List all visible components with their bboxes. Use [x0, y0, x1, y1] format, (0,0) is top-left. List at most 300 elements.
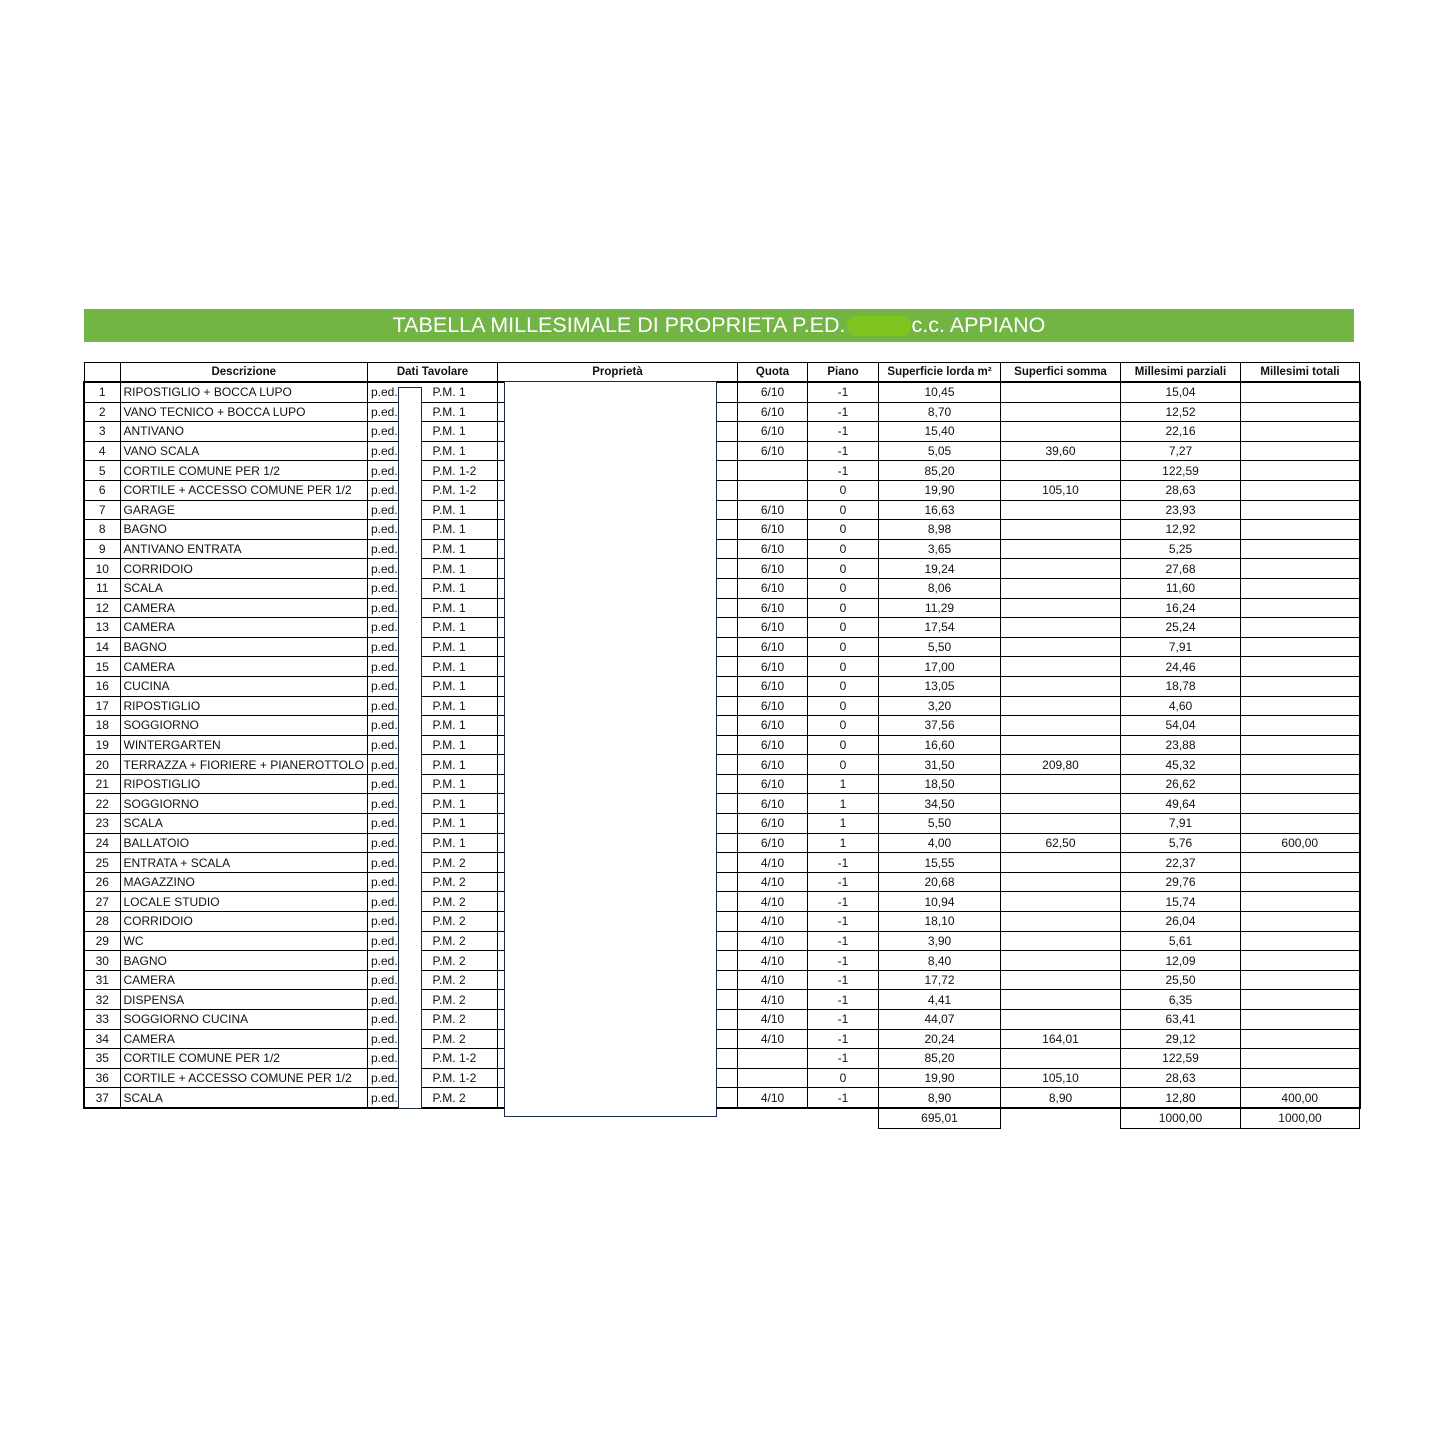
row-somma: [1001, 461, 1121, 481]
row-ped: p.ed.: [368, 637, 404, 657]
row-millesimi-parziali: 4,60: [1121, 696, 1241, 716]
row-somma: [1001, 598, 1121, 618]
row-descrizione: CAMERA: [120, 970, 368, 990]
row-somma: [1001, 422, 1121, 442]
row-pm: P.M. 2: [430, 912, 498, 932]
row-pm: P.M. 1: [430, 833, 498, 853]
row-number: 7: [84, 500, 120, 520]
row-descrizione: BAGNO: [120, 637, 368, 657]
row-piano: -1: [808, 402, 879, 422]
table-row: [84, 912, 1360, 932]
row-number: 36: [84, 1068, 120, 1088]
row-somma: [1001, 912, 1121, 932]
row-pm: P.M. 2: [430, 892, 498, 912]
row-somma: [1001, 559, 1121, 579]
row-ped: p.ed.: [368, 696, 404, 716]
row-quota: 6/10: [738, 598, 808, 618]
row-descrizione: VANO TECNICO + BOCCA LUPO: [120, 402, 368, 422]
row-millesimi-totali: [1241, 480, 1360, 500]
row-superficie: 15,55: [879, 853, 1001, 873]
row-superficie: 15,40: [879, 422, 1001, 442]
total-superficie-lorda: 695,01: [879, 1108, 1001, 1128]
row-millesimi-totali: [1241, 441, 1360, 461]
row-superficie: 13,05: [879, 676, 1001, 696]
row-pm: P.M. 1: [430, 598, 498, 618]
row-pm: P.M. 1: [430, 382, 498, 402]
row-ped: p.ed.: [368, 618, 404, 638]
row-piano: -1: [808, 931, 879, 951]
row-piano: 0: [808, 637, 879, 657]
row-quota: 4/10: [738, 951, 808, 971]
row-ped: p.ed.: [368, 480, 404, 500]
row-quota: [738, 480, 808, 500]
row-descrizione: CUCINA: [120, 676, 368, 696]
row-somma: [1001, 872, 1121, 892]
row-descrizione: CAMERA: [120, 1029, 368, 1049]
row-ped: p.ed.: [368, 794, 404, 814]
table-row: [84, 951, 1360, 971]
row-somma: [1001, 931, 1121, 951]
row-somma: [1001, 382, 1121, 402]
row-somma: [1001, 1049, 1121, 1069]
title-right: c.c. APPIANO: [911, 313, 1046, 337]
row-ped: p.ed.: [368, 578, 404, 598]
row-piano: -1: [808, 382, 879, 402]
row-ped: p.ed.: [368, 382, 404, 402]
row-millesimi-totali: 600,00: [1241, 833, 1360, 853]
row-millesimi-totali: [1241, 676, 1360, 696]
row-superficie: 20,24: [879, 1029, 1001, 1049]
row-descrizione: LOCALE STUDIO: [120, 892, 368, 912]
row-pm: P.M. 1: [430, 657, 498, 677]
row-superficie: 19,90: [879, 1068, 1001, 1088]
row-millesimi-parziali: 29,12: [1121, 1029, 1241, 1049]
row-number: 33: [84, 1010, 120, 1030]
row-number: 16: [84, 676, 120, 696]
row-millesimi-parziali: 26,04: [1121, 912, 1241, 932]
row-millesimi-totali: [1241, 461, 1360, 481]
row-piano: 0: [808, 598, 879, 618]
row-number: 17: [84, 696, 120, 716]
row-superficie: 4,00: [879, 833, 1001, 853]
row-number: 2: [84, 402, 120, 422]
row-piano: -1: [808, 951, 879, 971]
row-pm: P.M. 1-2: [430, 1068, 498, 1088]
row-pm: P.M. 1-2: [430, 480, 498, 500]
row-piano: 0: [808, 520, 879, 540]
row-pm: P.M. 1: [430, 716, 498, 736]
row-millesimi-totali: [1241, 872, 1360, 892]
row-millesimi-totali: [1241, 892, 1360, 912]
table-row: [84, 853, 1360, 873]
row-quota: 4/10: [738, 990, 808, 1010]
title-banner: [84, 309, 1354, 342]
row-pm: P.M. 1: [430, 500, 498, 520]
row-somma: [1001, 520, 1121, 540]
row-somma: [1001, 716, 1121, 736]
row-superficie: 31,50: [879, 755, 1001, 775]
row-millesimi-parziali: 22,16: [1121, 422, 1241, 442]
row-somma: 209,80: [1001, 755, 1121, 775]
row-descrizione: SCALA: [120, 1088, 368, 1108]
row-millesimi-parziali: 28,63: [1121, 1068, 1241, 1088]
row-quota: 6/10: [738, 520, 808, 540]
row-superficie: 8,06: [879, 578, 1001, 598]
row-pm: P.M. 2: [430, 872, 498, 892]
row-piano: 0: [808, 480, 879, 500]
row-ped: p.ed.: [368, 1029, 404, 1049]
table-row: [84, 833, 1360, 853]
row-millesimi-totali: [1241, 716, 1360, 736]
table-row: [84, 598, 1360, 618]
row-ped: p.ed.: [368, 853, 404, 873]
row-millesimi-parziali: 28,63: [1121, 480, 1241, 500]
row-pm: P.M. 1: [430, 441, 498, 461]
row-quota: 6/10: [738, 794, 808, 814]
row-descrizione: BAGNO: [120, 951, 368, 971]
row-millesimi-totali: [1241, 520, 1360, 540]
table-row: [84, 755, 1360, 775]
row-superficie: 10,45: [879, 382, 1001, 402]
row-piano: 0: [808, 500, 879, 520]
header-millesimi-parziali: Millesimi parziali: [1121, 363, 1241, 383]
row-number: 29: [84, 931, 120, 951]
row-descrizione: DISPENSA: [120, 990, 368, 1010]
row-piano: 0: [808, 735, 879, 755]
row-descrizione: CAMERA: [120, 618, 368, 638]
row-descrizione: CORTILE COMUNE PER 1/2: [120, 461, 368, 481]
table-row: [84, 539, 1360, 559]
row-ped: p.ed.: [368, 892, 404, 912]
table-row: [84, 872, 1360, 892]
row-ped: p.ed.: [368, 422, 404, 442]
row-piano: -1: [808, 422, 879, 442]
table-row: [84, 735, 1360, 755]
row-millesimi-parziali: 5,76: [1121, 833, 1241, 853]
row-descrizione: TERRAZZA + FIORIERE + PIANEROTTOLO: [120, 755, 368, 775]
row-millesimi-totali: [1241, 500, 1360, 520]
row-descrizione: CAMERA: [120, 598, 368, 618]
row-superficie: 37,56: [879, 716, 1001, 736]
row-millesimi-parziali: 12,92: [1121, 520, 1241, 540]
row-quota: [738, 1068, 808, 1088]
row-millesimi-totali: [1241, 657, 1360, 677]
row-quota: 4/10: [738, 853, 808, 873]
row-descrizione: GARAGE: [120, 500, 368, 520]
row-millesimi-parziali: 7,27: [1121, 441, 1241, 461]
row-quota: 4/10: [738, 1010, 808, 1030]
row-number: 19: [84, 735, 120, 755]
row-pm: P.M. 2: [430, 951, 498, 971]
row-superficie: 8,90: [879, 1088, 1001, 1108]
row-millesimi-parziali: 54,04: [1121, 716, 1241, 736]
row-superficie: 44,07: [879, 1010, 1001, 1030]
table-row: [84, 520, 1360, 540]
row-piano: 0: [808, 696, 879, 716]
row-millesimi-totali: [1241, 990, 1360, 1010]
row-pm: P.M. 1: [430, 676, 498, 696]
row-ped: p.ed.: [368, 774, 404, 794]
row-millesimi-parziali: 16,24: [1121, 598, 1241, 618]
row-number: 32: [84, 990, 120, 1010]
row-number: 11: [84, 578, 120, 598]
row-quota: 6/10: [738, 441, 808, 461]
row-piano: -1: [808, 990, 879, 1010]
row-piano: -1: [808, 970, 879, 990]
row-superficie: 19,90: [879, 480, 1001, 500]
table-row: [84, 990, 1360, 1010]
row-millesimi-totali: [1241, 422, 1360, 442]
table-row: [84, 1068, 1360, 1088]
row-descrizione: WINTERGARTEN: [120, 735, 368, 755]
row-millesimi-totali: [1241, 1010, 1360, 1030]
row-descrizione: ANTIVANO: [120, 422, 368, 442]
row-piano: 0: [808, 618, 879, 638]
row-millesimi-totali: [1241, 618, 1360, 638]
row-pm: P.M. 2: [430, 1010, 498, 1030]
row-superficie: 16,60: [879, 735, 1001, 755]
row-millesimi-parziali: 18,78: [1121, 676, 1241, 696]
row-millesimi-totali: [1241, 735, 1360, 755]
row-millesimi-totali: [1241, 1049, 1360, 1069]
tavolare-redaction-box: [398, 387, 422, 1109]
row-pm: P.M. 1-2: [430, 461, 498, 481]
row-descrizione: RIPOSTIGLIO: [120, 696, 368, 716]
row-pm: P.M. 2: [430, 990, 498, 1010]
row-somma: [1001, 539, 1121, 559]
row-number: 15: [84, 657, 120, 677]
total-millesimi-parziali: 1000,00: [1121, 1108, 1241, 1128]
row-superficie: 18,10: [879, 912, 1001, 932]
row-superficie: 3,90: [879, 931, 1001, 951]
row-number: 13: [84, 618, 120, 638]
row-somma: 62,50: [1001, 833, 1121, 853]
row-millesimi-totali: [1241, 598, 1360, 618]
row-descrizione: MAGAZZINO: [120, 872, 368, 892]
row-ped: p.ed.: [368, 676, 404, 696]
row-pm: P.M. 2: [430, 1088, 498, 1108]
row-millesimi-totali: [1241, 578, 1360, 598]
row-somma: [1001, 402, 1121, 422]
row-millesimi-totali: [1241, 696, 1360, 716]
row-ped: p.ed.: [368, 559, 404, 579]
row-ped: p.ed.: [368, 814, 404, 834]
row-ped: p.ed.: [368, 402, 404, 422]
row-ped: p.ed.: [368, 951, 404, 971]
header-superficie-lorda: Superficie lorda m²: [879, 363, 1001, 383]
row-piano: -1: [808, 872, 879, 892]
row-number: 12: [84, 598, 120, 618]
row-piano: 0: [808, 716, 879, 736]
row-ped: p.ed.: [368, 500, 404, 520]
table-row: [84, 441, 1360, 461]
row-millesimi-parziali: 23,88: [1121, 735, 1241, 755]
row-millesimi-parziali: 6,35: [1121, 990, 1241, 1010]
row-pm: P.M. 1-2: [430, 1049, 498, 1069]
row-millesimi-parziali: 12,52: [1121, 402, 1241, 422]
table-title: [393, 313, 1046, 338]
header-row: [84, 363, 1360, 383]
table-row: [84, 892, 1360, 912]
row-millesimi-parziali: 49,64: [1121, 794, 1241, 814]
row-piano: 0: [808, 578, 879, 598]
row-millesimi-totali: [1241, 814, 1360, 834]
table-row: [84, 696, 1360, 716]
row-quota: 6/10: [738, 696, 808, 716]
row-descrizione: CORRIDOIO: [120, 912, 368, 932]
row-superficie: 5,05: [879, 441, 1001, 461]
row-quota: 6/10: [738, 716, 808, 736]
row-descrizione: CORTILE + ACCESSO COMUNE PER 1/2: [120, 1068, 368, 1088]
row-number: 14: [84, 637, 120, 657]
row-descrizione: BALLATOIO: [120, 833, 368, 853]
row-descrizione: ANTIVANO ENTRATA: [120, 539, 368, 559]
header-descrizione: Descrizione: [120, 363, 368, 383]
table-row: [84, 402, 1360, 422]
row-descrizione: WC: [120, 931, 368, 951]
row-millesimi-totali: [1241, 402, 1360, 422]
row-pm: P.M. 2: [430, 931, 498, 951]
row-quota: 6/10: [738, 657, 808, 677]
row-millesimi-parziali: 5,25: [1121, 539, 1241, 559]
row-somma: [1001, 853, 1121, 873]
row-ped: p.ed.: [368, 912, 404, 932]
row-number: 4: [84, 441, 120, 461]
row-piano: 1: [808, 794, 879, 814]
row-number: 1: [84, 382, 120, 402]
row-number: 5: [84, 461, 120, 481]
row-quota: 6/10: [738, 402, 808, 422]
table-row: [84, 814, 1360, 834]
row-descrizione: CAMERA: [120, 657, 368, 677]
row-somma: [1001, 892, 1121, 912]
row-number: 23: [84, 814, 120, 834]
table-row: [84, 480, 1360, 500]
row-millesimi-parziali: 5,61: [1121, 931, 1241, 951]
row-superficie: 85,20: [879, 1049, 1001, 1069]
row-number: 28: [84, 912, 120, 932]
row-pm: P.M. 1: [430, 520, 498, 540]
row-millesimi-parziali: 11,60: [1121, 578, 1241, 598]
row-somma: 39,60: [1001, 441, 1121, 461]
header-superfici-somma: Superfici somma: [1001, 363, 1121, 383]
table-row: [84, 637, 1360, 657]
row-piano: -1: [808, 853, 879, 873]
row-pm: P.M. 1: [430, 735, 498, 755]
row-number: 31: [84, 970, 120, 990]
row-millesimi-totali: [1241, 637, 1360, 657]
row-quota: 6/10: [738, 382, 808, 402]
row-quota: 4/10: [738, 912, 808, 932]
row-number: 35: [84, 1049, 120, 1069]
millesimal-table: [83, 362, 1361, 1129]
row-number: 26: [84, 872, 120, 892]
row-number: 30: [84, 951, 120, 971]
row-somma: [1001, 774, 1121, 794]
row-descrizione: BAGNO: [120, 520, 368, 540]
row-ped: p.ed.: [368, 1068, 404, 1088]
row-pm: P.M. 1: [430, 696, 498, 716]
table-row: [84, 500, 1360, 520]
row-superficie: 8,98: [879, 520, 1001, 540]
header-dati-tavolare: Dati Tavolare: [368, 363, 498, 383]
row-somma: 8,90: [1001, 1088, 1121, 1108]
header-piano: Piano: [808, 363, 879, 383]
row-pm: P.M. 1: [430, 539, 498, 559]
row-number: 27: [84, 892, 120, 912]
table-row: [84, 578, 1360, 598]
row-pm: P.M. 1: [430, 578, 498, 598]
row-ped: p.ed.: [368, 931, 404, 951]
row-millesimi-parziali: 25,50: [1121, 970, 1241, 990]
row-millesimi-totali: [1241, 951, 1360, 971]
row-piano: -1: [808, 1049, 879, 1069]
row-number: 10: [84, 559, 120, 579]
redaction-mask: [847, 316, 911, 336]
table-row: [84, 716, 1360, 736]
row-superficie: 19,24: [879, 559, 1001, 579]
table-row: [84, 461, 1360, 481]
row-millesimi-parziali: 15,04: [1121, 382, 1241, 402]
row-ped: p.ed.: [368, 461, 404, 481]
row-piano: 0: [808, 1068, 879, 1088]
row-ped: p.ed.: [368, 990, 404, 1010]
row-millesimi-parziali: 15,74: [1121, 892, 1241, 912]
row-number: 6: [84, 480, 120, 500]
row-millesimi-totali: [1241, 774, 1360, 794]
row-ped: p.ed.: [368, 970, 404, 990]
row-number: 37: [84, 1088, 120, 1108]
row-somma: [1001, 618, 1121, 638]
row-millesimi-parziali: 122,59: [1121, 1049, 1241, 1069]
row-pm: P.M. 1: [430, 559, 498, 579]
row-millesimi-parziali: 7,91: [1121, 637, 1241, 657]
row-descrizione: RIPOSTIGLIO: [120, 774, 368, 794]
row-superficie: 85,20: [879, 461, 1001, 481]
row-superficie: 34,50: [879, 794, 1001, 814]
header-number: [84, 363, 120, 383]
row-millesimi-parziali: 23,93: [1121, 500, 1241, 520]
row-superficie: 5,50: [879, 814, 1001, 834]
row-superficie: 5,50: [879, 637, 1001, 657]
row-somma: [1001, 814, 1121, 834]
row-piano: -1: [808, 1029, 879, 1049]
row-somma: [1001, 1010, 1121, 1030]
row-pm: P.M. 1: [430, 402, 498, 422]
row-ped: p.ed.: [368, 441, 404, 461]
table-row: [84, 1088, 1360, 1108]
row-quota: 4/10: [738, 931, 808, 951]
row-millesimi-parziali: 25,24: [1121, 618, 1241, 638]
row-quota: 6/10: [738, 774, 808, 794]
row-quota: 6/10: [738, 637, 808, 657]
proprieta-redaction-box: [504, 381, 717, 1117]
row-ped: p.ed.: [368, 872, 404, 892]
row-piano: 0: [808, 755, 879, 775]
table-row: [84, 774, 1360, 794]
row-quota: 6/10: [738, 676, 808, 696]
row-somma: [1001, 696, 1121, 716]
row-ped: p.ed.: [368, 1010, 404, 1030]
row-millesimi-parziali: 24,46: [1121, 657, 1241, 677]
row-superficie: 3,65: [879, 539, 1001, 559]
row-millesimi-parziali: 12,80: [1121, 1088, 1241, 1108]
row-quota: 6/10: [738, 814, 808, 834]
row-piano: -1: [808, 912, 879, 932]
table-row: [84, 382, 1360, 402]
row-millesimi-parziali: 7,91: [1121, 814, 1241, 834]
row-quota: 4/10: [738, 1088, 808, 1108]
